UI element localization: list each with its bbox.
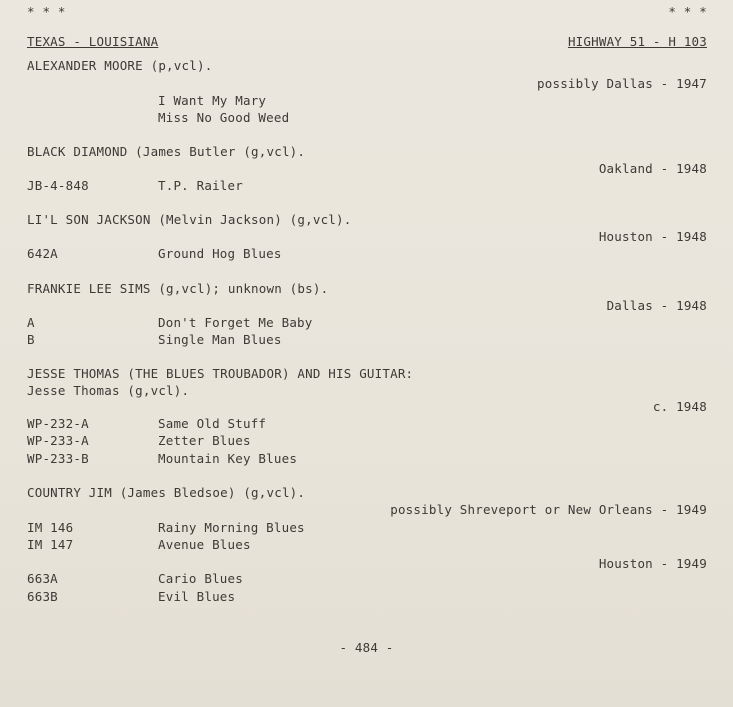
artist-line-continued: Jesse Thomas (g,vcl).: [27, 383, 190, 398]
matrix-number: 663B: [27, 589, 58, 604]
place-date: possibly Dallas - 1947: [537, 76, 707, 91]
track-title: Cario Blues: [158, 571, 243, 586]
matrix-number: IM 147: [27, 537, 74, 552]
track-title: Same Old Stuff: [158, 416, 267, 431]
track-title: Don't Forget Me Baby: [158, 315, 313, 330]
place-date: Oakland - 1948: [598, 161, 707, 176]
matrix-number: JB-4-848: [27, 178, 89, 193]
matrix-number: IM 146: [27, 520, 74, 535]
artist-line: COUNTRY JIM (James Bledsoe) (g,vcl).: [27, 485, 306, 500]
matrix-number: 642A: [27, 246, 58, 261]
matrix-number: WP-233-B: [27, 451, 89, 466]
place-date: Houston - 1948: [598, 229, 707, 244]
place-date: possibly Shreveport or New Orleans - 1949: [390, 502, 707, 517]
track-title: Miss No Good Weed: [158, 110, 290, 125]
track-title: Rainy Morning Blues: [158, 520, 305, 535]
track-title: Avenue Blues: [158, 537, 251, 552]
artist-line: BLACK DIAMOND (James Butler (g,vcl).: [27, 144, 306, 159]
track-title: I Want My Mary: [158, 93, 267, 108]
artist-line: LI'L SON JACKSON (Melvin Jackson) (g,vcl).: [27, 212, 352, 227]
matrix-number: WP-232-A: [27, 416, 89, 431]
track-title: T.P. Railer: [158, 178, 243, 193]
matrix-number: WP-233-A: [27, 433, 89, 448]
track-title: Mountain Key Blues: [158, 451, 298, 466]
place-date: c. 1948: [652, 399, 707, 414]
region-heading: TEXAS - LOUISIANA: [27, 34, 159, 49]
matrix-number: A: [27, 315, 35, 330]
series-heading: HIGHWAY 51 - H 103: [567, 34, 707, 49]
track-title: Ground Hog Blues: [158, 246, 282, 261]
stars-left: * * *: [27, 4, 66, 19]
stars-right: * * *: [668, 4, 707, 19]
artist-line: FRANKIE LEE SIMS (g,vcl); unknown (bs).: [27, 281, 329, 296]
place-date: Houston - 1949: [598, 556, 707, 571]
artist-line: JESSE THOMAS (THE BLUES TROUBADOR) AND HIS GUITAR:: [27, 366, 414, 381]
artist-line: ALEXANDER MOORE (p,vcl).: [27, 58, 213, 73]
track-title: Evil Blues: [158, 589, 236, 604]
track-title: Single Man Blues: [158, 332, 282, 347]
matrix-number: 663A: [27, 571, 58, 586]
place-date: Dallas - 1948: [606, 298, 707, 313]
matrix-number: B: [27, 332, 35, 347]
page-number: - 484 -: [339, 640, 394, 655]
track-title: Zetter Blues: [158, 433, 251, 448]
